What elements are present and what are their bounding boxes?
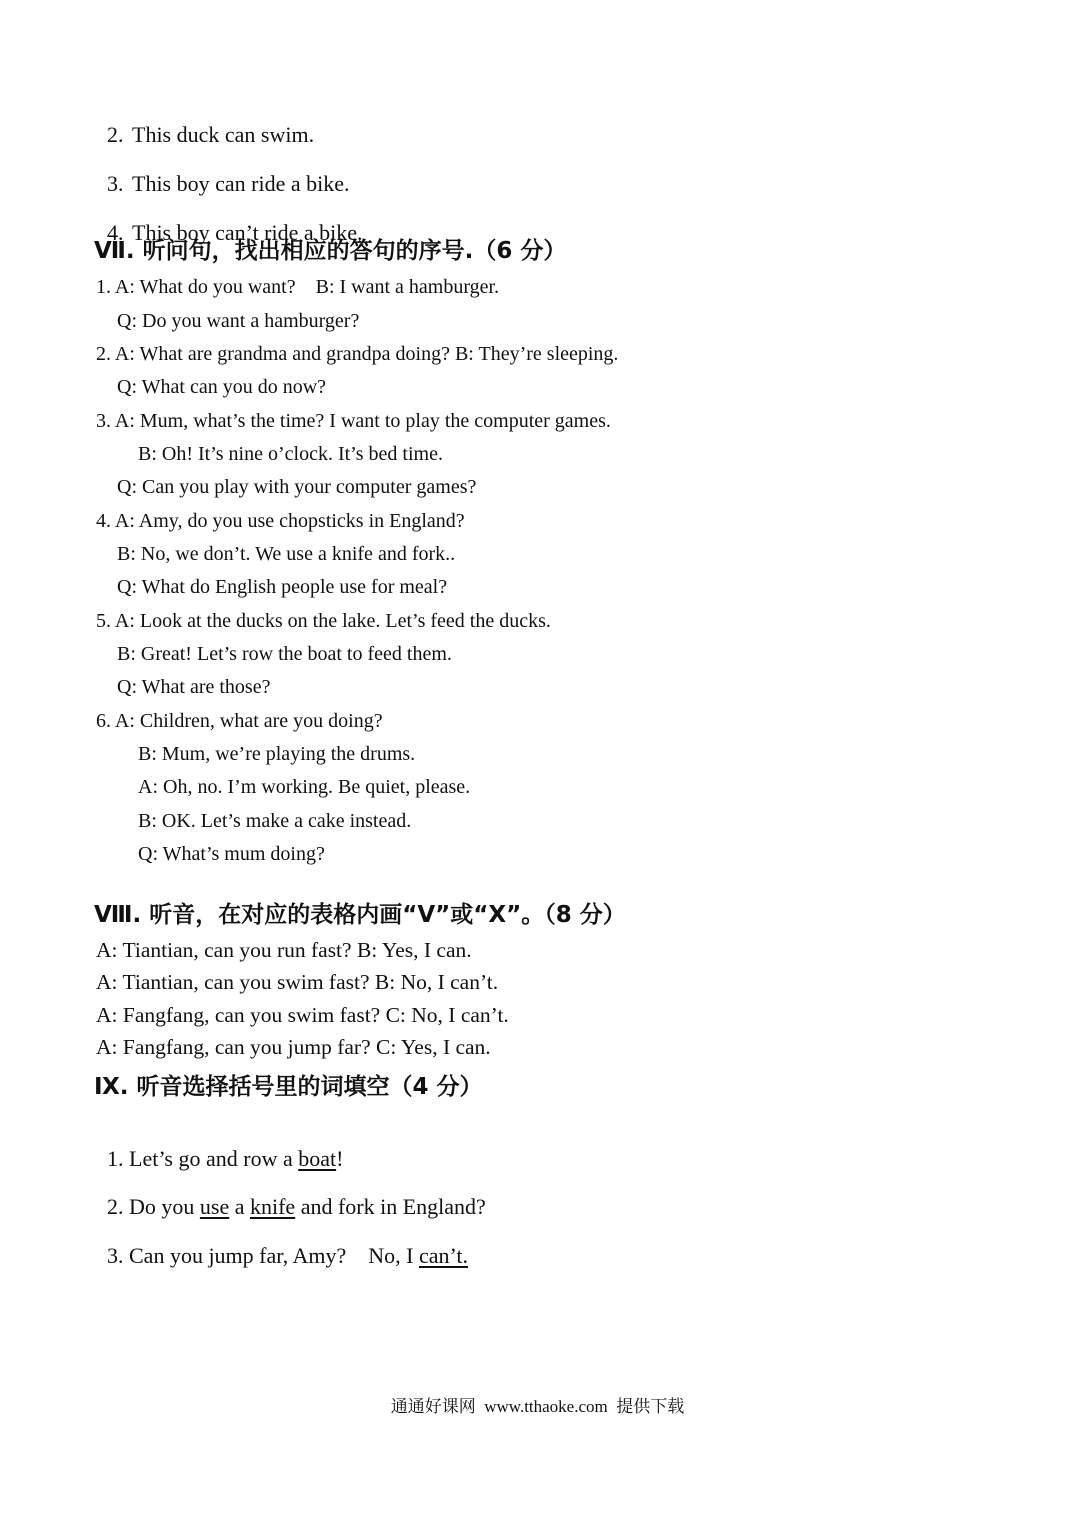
dialogue-line: 1. A: What do you want? B: I want a hamburger.: [96, 276, 500, 298]
dialogue-line: 3. A: Mum, what’s the time? I want to play the computer games.: [96, 410, 611, 432]
sentence-text: 3. Can you jump far, Amy? No, I: [107, 1243, 419, 1268]
dialogue-line: B: OK. Let’s make a cake instead.: [138, 810, 412, 832]
dialogue-line: A: Fangfang, can you jump far? C: Yes, I can.: [96, 1035, 491, 1059]
sentence-text: 1. Let’s go and row a: [107, 1146, 299, 1171]
dialogue-line: A: Tiantian, can you swim fast? B: No, I can’t.: [96, 970, 499, 994]
dialogue-line: Q: What are those?: [117, 676, 271, 698]
section-9-heading: Ⅸ. 听音选择括号里的词填空（4 分）: [94, 1074, 483, 1100]
dialogue-line: Q: What can you do now?: [117, 376, 327, 398]
answer-word: can’t.: [418, 1243, 469, 1268]
answer-word: use: [199, 1194, 230, 1219]
dialogue-line: 4. A: Amy, do you use chopsticks in England?: [96, 510, 465, 532]
dialogue-line: A: Tiantian, can you run fast? B: Yes, I can.: [96, 938, 472, 962]
dialogue-line: B: Mum, we’re playing the drums.: [138, 743, 416, 765]
answer-word: knife: [249, 1194, 296, 1219]
section-8-heading: Ⅷ. 听音，在对应的表格内画“V”或“X”。（8 分）: [94, 902, 626, 928]
list-item: [96, 102, 315, 147]
list-text: This boy can ride a bike.: [132, 171, 350, 196]
fill-blank-item: [96, 1223, 468, 1267]
list-item: [96, 151, 350, 196]
dialogue-line: 5. A: Look at the ducks on the lake. Let’s feed the ducks.: [96, 610, 551, 632]
dialogue-line: B: Oh! It’s nine o’clock. It’s bed time.: [138, 443, 443, 465]
dialogue-line: Q: Do you want a hamburger?: [117, 310, 360, 332]
list-number: 4.: [107, 220, 124, 245]
fill-blank-item: [96, 1126, 343, 1170]
sentence-text: 2. Do you: [107, 1194, 200, 1219]
dialogue-line: Q: Can you play with your computer games?: [117, 476, 477, 498]
dialogue-line: Q: What do English people use for meal?: [117, 576, 448, 598]
sentence-text: a: [229, 1194, 250, 1219]
dialogue-line: 6. A: Children, what are you doing?: [96, 710, 383, 732]
dialogue-line: B: No, we don’t. We use a knife and fork..: [117, 543, 456, 565]
answer-word: boat: [298, 1146, 337, 1171]
sentence-text: !: [336, 1146, 344, 1171]
footer-source: 通通好课网 www.tthaoke.com 提供下载: [390, 1397, 685, 1416]
list-text: This boy can’t ride a bike.: [132, 220, 363, 245]
sentence-text: and fork in England?: [295, 1194, 486, 1219]
list-number: 2.: [107, 122, 124, 147]
dialogue-line: B: Great! Let’s row the boat to feed them.: [117, 643, 452, 665]
section-7-heading: Ⅶ. 听问句，找出相应的答句的序号.（6 分）: [94, 238, 567, 264]
list-number: 3.: [107, 171, 124, 196]
dialogue-line: A: Fangfang, can you swim fast? C: No, I can’t.: [96, 1003, 509, 1027]
dialogue-line: 2. A: What are grandma and grandpa doing? B: They’re sleeping.: [96, 343, 619, 365]
dialogue-line: A: Oh, no. I’m working. Be quiet, please.: [138, 776, 471, 798]
dialogue-line: Q: What’s mum doing?: [138, 843, 325, 865]
list-text: This duck can swim.: [132, 122, 315, 147]
fill-blank-item: [96, 1174, 486, 1218]
